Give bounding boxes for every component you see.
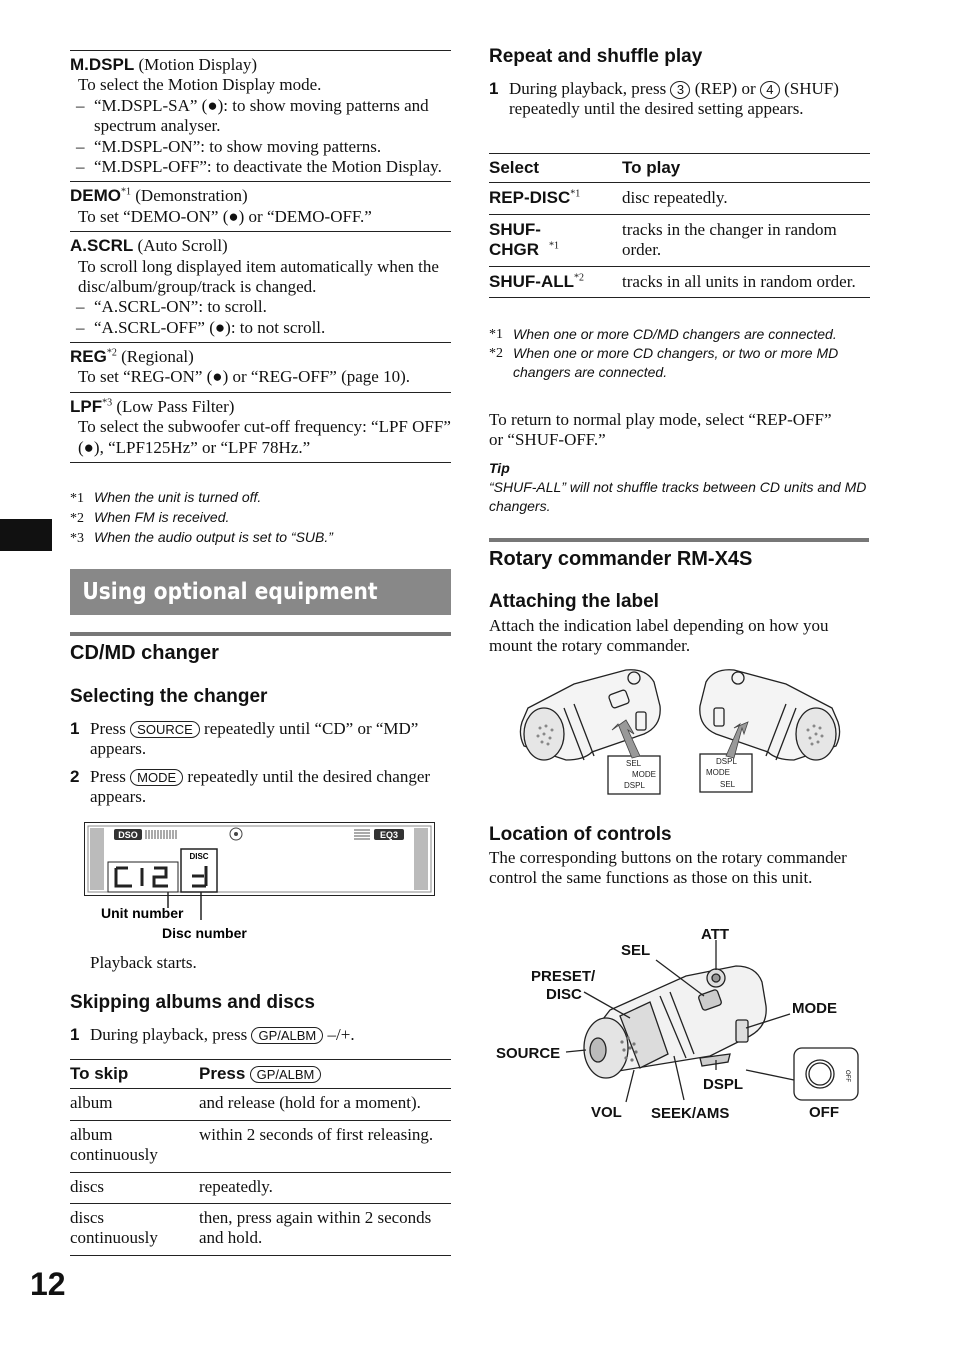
label1-mode: MODE	[632, 770, 656, 779]
location-title: Location of controls	[489, 824, 672, 845]
disc-indicator: DISC	[189, 852, 209, 861]
skip-title: Skipping albums and discs	[70, 992, 315, 1013]
attach-title: Attaching the label	[489, 591, 659, 612]
label2-dspl: DSPL	[716, 757, 737, 766]
table-row: SHUF-ALL$^{*2}$ tracks in all units in random order.	[489, 266, 870, 297]
playback-text: Playback starts.	[90, 953, 197, 972]
mode-label: MODE	[792, 1000, 837, 1017]
repeat-step-1: 1 During playback, press 3 (REP) or 4 (SHUF) repeatedly until the desired setting appears.	[489, 79, 839, 119]
table-row: album and release (hold for a moment).	[70, 1089, 451, 1120]
menu-item-demo: DEMO$^{*1}$ (Demonstration) To set “DEMO-ON” (●) or “DEMO-OFF.”	[70, 181, 451, 231]
cdmd-title: CD/MD changer	[70, 642, 219, 664]
table-row: discs continuously then, press again within 2 seconds and hold.	[70, 1203, 451, 1255]
unit-number-label: Unit number	[101, 905, 184, 921]
table-row: REP-DISC$^{*1}$ disc repeatedly.	[489, 183, 870, 214]
button-3[interactable]: 3	[670, 81, 690, 99]
label-attach-illustration	[514, 664, 846, 798]
dso-indicator: DSO	[118, 830, 138, 840]
source-label: SOURCE	[496, 1045, 561, 1062]
att-label: ATT	[701, 926, 730, 943]
tip-block: Tip “SHUF-ALL” will not shuffle tracks between CD units and MD changers.	[489, 460, 867, 514]
menu-list	[70, 50, 451, 463]
table-row: SHUF-CHGR $^{*1}$ tracks in the changer in random order.	[489, 214, 870, 266]
source-button[interactable]: SOURCE	[130, 721, 200, 738]
gp-albm-header-button: GP/ALBM	[250, 1066, 322, 1083]
section-banner: Using optional equipment	[70, 569, 451, 615]
preset-label-1: PRESET/	[531, 968, 596, 985]
rotary-title: Rotary commander RM-X4S	[489, 548, 753, 570]
location-text: The corresponding buttons on the rotary commander control the same functions as those on this unit.	[489, 848, 847, 888]
dspl-label: DSPL	[703, 1076, 744, 1093]
seek-ams-label: SEEK/AMS	[651, 1105, 730, 1122]
rotary-rule	[489, 538, 869, 542]
left-column	[70, 50, 451, 463]
button-4[interactable]: 4	[760, 81, 780, 99]
page-number: 12	[30, 1266, 66, 1302]
table-row: album continuously within 2 seconds of first releasing.	[70, 1120, 451, 1172]
cdmd-rule	[70, 632, 451, 636]
menu-item-lpf: LPF$^{*3}$ (Low Pass Filter) To select the subwoofer cut-off frequency: “LPF OFF” (●), “LPF125Hz” or “LPF 78Hz.”	[70, 392, 451, 463]
skip-table: To skip Press GP/ALBM album and release (hold for a moment). album continuously within 2 seconds of first releasing. discs repeatedly. discs continuously then, press again within 2 seconds and hold.	[70, 1059, 451, 1256]
label1-sel: SEL	[626, 759, 642, 768]
table-row: discs repeatedly.	[70, 1172, 451, 1203]
menu-item-reg: REG$^{*2}$ (Regional) To set “REG-ON” (●) or “REG-OFF” (page 10).	[70, 342, 451, 392]
return-text: To return to normal play mode, select “REP-OFF” or “SHUF-OFF.”	[489, 410, 832, 450]
attach-text: Attach the indication label depending on how you mount the rotary commander.	[489, 616, 829, 656]
select-step-1: 1 Press SOURCE repeatedly until “CD” or “MD” appears.	[70, 719, 419, 759]
label2-sel: SEL	[720, 780, 736, 789]
menu-item-ascrl: A.SCRL (Auto Scroll) To scroll long displayed item automatically when the disc/album/group/track is changed. – “A.SCRL-ON”: to scroll. – “A.SCRL-OFF” (●): to not scroll.	[70, 231, 451, 342]
vol-label: VOL	[591, 1104, 622, 1121]
controls-illustration	[490, 920, 870, 1130]
skip-step-1: 1 During playback, press GP/ALBM –/+.	[70, 1025, 355, 1044]
eq3-indicator: EQ3	[379, 830, 399, 840]
menu-item-mdspl: M.DSPL (Motion Display) To select the Motion Display mode. – “M.DSPL-SA” (●): to show moving patterns and spectrum analyser. – “M.DSPL-ON”: to show moving patterns. – “M.DSPL-OFF”: to deactivate the Motion Display.	[70, 50, 451, 181]
sel-label: SEL	[621, 942, 651, 959]
gp-albm-button[interactable]: GP/ALBM	[251, 1027, 323, 1044]
selecting-title: Selecting the changer	[70, 686, 268, 707]
off-label: OFF	[809, 1104, 839, 1121]
label1-dspl: DSPL	[624, 781, 645, 790]
mode-button[interactable]: MODE	[130, 769, 183, 786]
right-footnotes: *1 When one or more CD/MD changers are connected. *2 When one or more CD changers, or two or more MD changers are connected.	[489, 326, 839, 380]
repeat-title: Repeat and shuffle play	[489, 46, 703, 67]
preset-label-2: DISC	[546, 986, 582, 1003]
select-step-2: 2 Press MODE repeatedly until the desired changer appears.	[70, 767, 431, 807]
disc-number-label: Disc number	[162, 925, 247, 941]
changer-display-illustration	[84, 822, 436, 942]
left-footnotes: *1 When the unit is turned off. *2 When FM is received. *3 When the audio output is set to “SUB.”	[70, 489, 333, 546]
off-button-small-text: OFF	[844, 1070, 850, 1082]
repeat-table: Select To play REP-DISC$^{*1}$ disc repeatedly. SHUF-CHGR $^{*1}$ tracks in the changer in random order. SHUF-ALL$^{*2}$ tracks in all units in random order.	[489, 153, 870, 298]
label2-mode: MODE	[706, 768, 730, 777]
side-tab	[0, 519, 52, 551]
